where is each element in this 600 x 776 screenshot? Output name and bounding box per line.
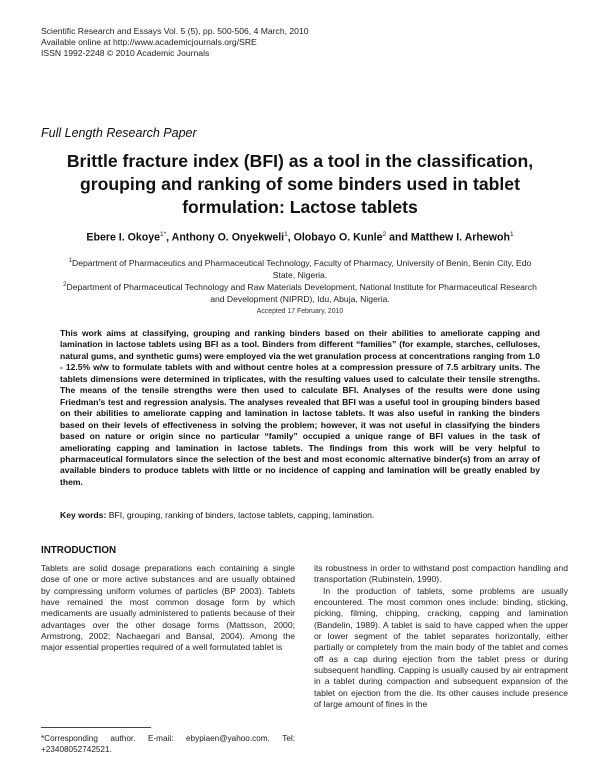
journal-url[interactable]: Available online at http://www.academicjournals.org/SRE — [41, 37, 257, 47]
corresponding-author-footnote: *Corresponding author. E-mail: ebypiaen@yahoo.com. Tel: +23408052742521. — [41, 734, 295, 754]
accepted-date: Accepted 17 February, 2010 — [256, 308, 344, 315]
keywords-text: BFI, grouping, ranking of binders, lactose tablets, capping, lamination. — [108, 510, 375, 520]
author-name: Matthew I. Arhewoh — [410, 231, 510, 244]
author-name: Ebere I. Okoye — [86, 231, 161, 244]
introduction-heading: INTRODUCTION — [41, 545, 117, 556]
intro-paragraph: In the production of tablets, some problems are usually encountered. The most common ones include: binding, sticking, picking, filming, chipping, cracking, capping and lamination (Bandelin, 1989). A tablet is said to have capped when the upper or lower segment of the tablet separates horizontally, either partially or completely from the main body of the tablet and comes off as a cap during ejection from the tablet press or during subsequent handling. Capping is usually caused by air entrapment in a tablet during compaction and subsequent expansion of the tablet on ejection from the die. Its other causes include presence of large amount of fines in the — [314, 585, 568, 710]
affiliation-number: 2 — [63, 282, 67, 288]
author-affiliation-mark: 1 — [284, 231, 288, 238]
left-column — [41, 563, 295, 654]
author-affiliation-mark: 1 — [160, 231, 164, 238]
author-affiliation-mark: 1 — [509, 231, 514, 238]
author-name: Olobayo O. Kunle — [293, 231, 383, 244]
article-type: Full Length Research Paper — [41, 126, 197, 140]
paper-title: Brittle fracture index (BFI) as a tool in the classification, grouping and ranking of some binders used in tablet formulation: Lactose tablets — [66, 151, 534, 217]
author-list: Ebere I. Okoye$^{1*}$, Anthony O. Onyekweli$^1$, Olobayo O. Kunle$^2$ and Matthew I. Arhewoh$^1$ — [86, 231, 514, 244]
journal-masthead — [41, 26, 309, 59]
author-affiliation-mark: 2 — [382, 231, 387, 238]
intro-paragraph-continued: its robustness in order to withstand post compaction handling and transportation (Rubinstein, 1990). — [314, 563, 568, 585]
affiliation-1 — [60, 255, 540, 281]
intro-paragraph: Tablets are solid dosage preparations each containing a single dose of one or more active substances and are usually obtained by compressing uniform volumes of particles (BP 2003). Tablets have remained the most common dosage form by which medicaments are usually administered to patients because of their advantages over the other dosage forms (Mattsson, 2000; Armstrong, 2002; Nachaegari and Bansal, 2004). Among the major essential properties required of a well formulated tablet is — [41, 563, 295, 653]
affiliation-text: Department of Pharmaceutical Technology and Raw Materials Development, National Institute for Pharmaceutical Research and Development (NIPRD), Idu, Abuja, Nigeria. — [66, 281, 537, 304]
keywords — [60, 510, 540, 520]
corresponding-author-mark: * — [163, 231, 167, 238]
keywords-label: Key words: — [60, 510, 107, 520]
affiliation-number: 1 — [68, 258, 72, 264]
affiliation-text: Department of Pharmaceutics and Pharmaceutical Technology, Faculty of Pharmacy, University of Benin, Benin City, Edo State, Nigeria. — [71, 257, 532, 280]
affiliation-2 — [60, 279, 540, 305]
abstract: This work aims at classifying, grouping and ranking binders based on their abilities to ameliorate capping and lamination in lactose tablets using BFI as a tool. Binders from different “families” (for example, starches, celluloses, natural gums, and synthetic gums) were employed via the wet granulation process at concentrations ranging from 1.0 - 12.5% w/w to formulate tablets with and without centre holes at a compression pressure of 7.5 arbitrary units. The tablets dimensions were determined in triplicates, with the resulting values used to calculate their tensile strengths. The means of the tensile strengths were then used to calculate BFI. Analyses of the results were done using Friedman’s test and regression analysis. The analyses revealed that BFI was a useful tool in grouping binders based on their abilities to ameliorate capping and lamination in lactose tablets. It was also useful in ranking the binders based on their levels of effectiveness in solving the problem; however, it was not useful in classifying the binders based on nature or origin since no particular “family” occupied a unique range of BFI values in the task of ameliorating capping and lamination in lactose tablets. The findings from this work will be very helpful to pharmaceutical formulators since the selection of the best and most economic alternative binder(s) from an array of available binders to produce tablets with little or no incidence of capping and lamination will be greatly enabled by them. — [60, 328, 540, 487]
author-name: Anthony O. Onyekweli — [171, 231, 285, 244]
right-column — [314, 563, 568, 710]
footnote-divider — [41, 727, 151, 728]
journal-citation: Scientific Research and Essays Vol. 5 (5), pp. 500-506, 4 March, 2010 — [41, 26, 309, 36]
journal-issn: ISSN 1992-2248 © 2010 Academic Journals — [41, 48, 210, 58]
